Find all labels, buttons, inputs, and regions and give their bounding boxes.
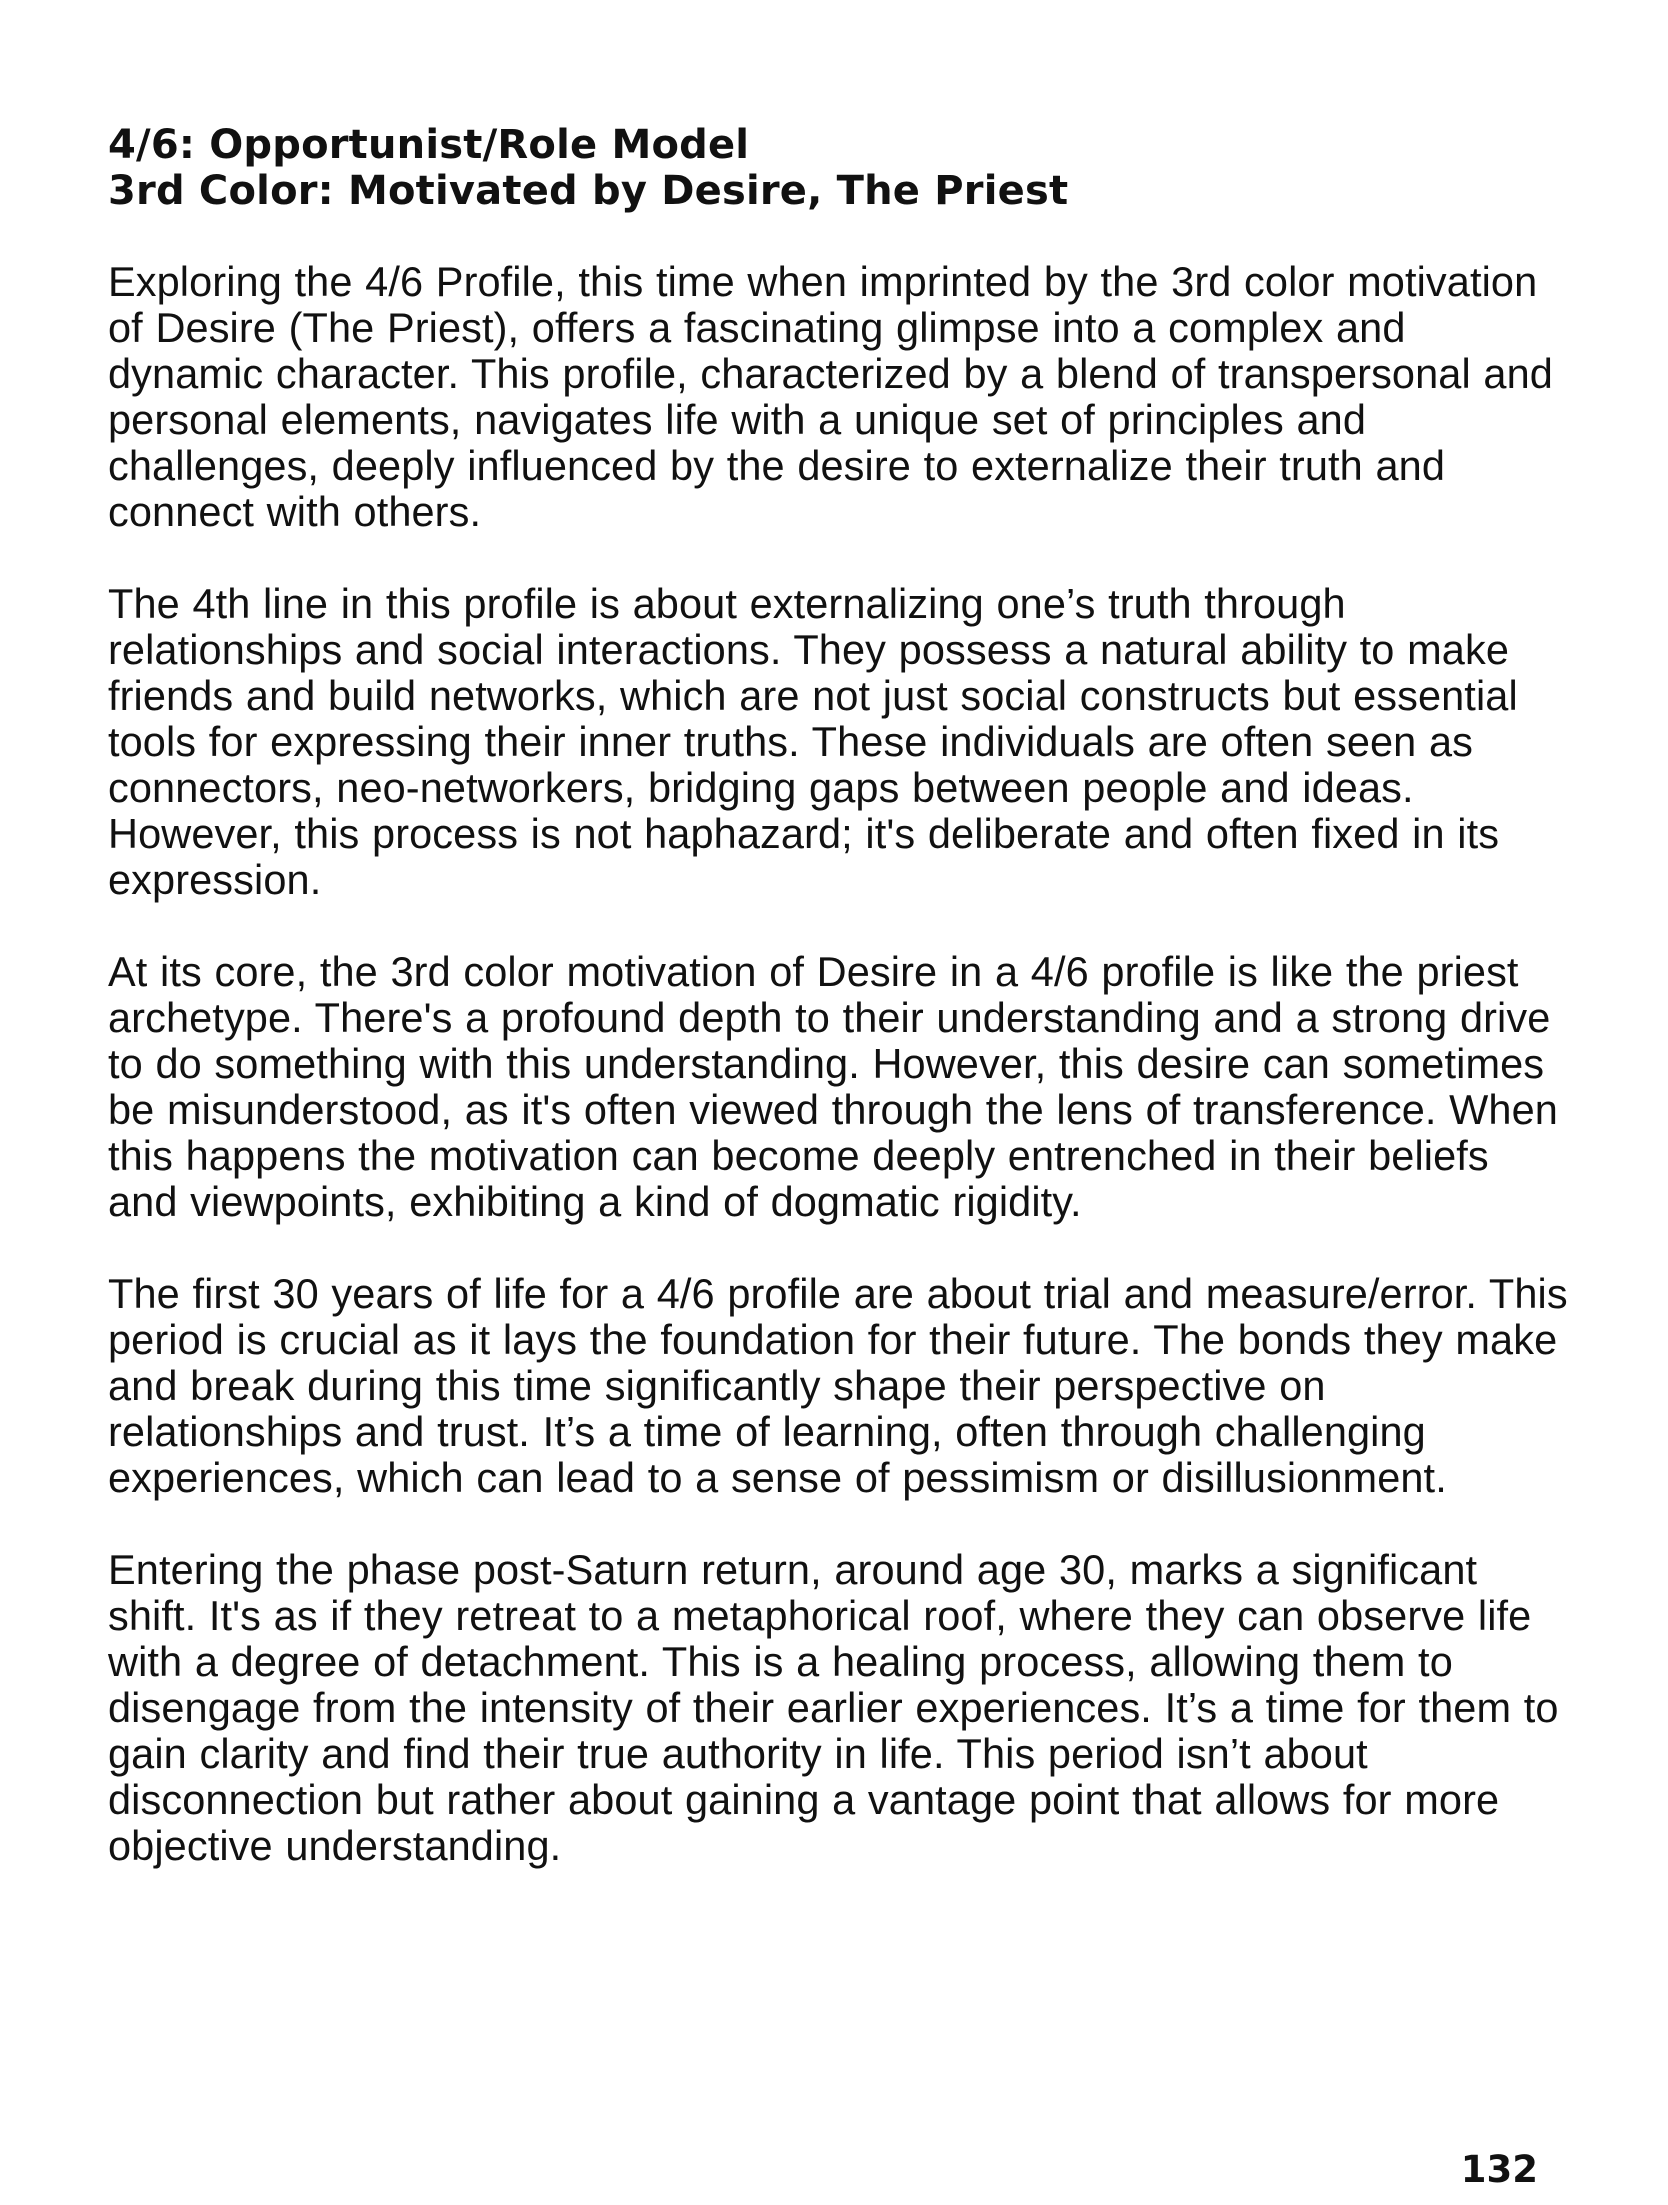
paragraph-3: At its core, the 3rd color motivation of Desire in a 4/6 profile is like the priest archetype. There's a profound depth to their understanding and a strong drive to do something with this understanding. However, this desire can sometimes be misunderstood, as it's often viewed through the lens of transference. When this happens the motivation can become deeply entrenched in their beliefs and viewpoints, exhibiting a kind of dogmatic rigidity. [108, 948, 1558, 1225]
paragraph-4: The first 30 years of life for a 4/6 profile are about trial and measure/error. This period is crucial as it lays the foundation for their future. The bonds they make and break during this time significantly shape their perspective on relationships and trust. It’s a time of learning, often through challenging experiences, which can lead to a sense of pessimism or disillusionment. [108, 1270, 1568, 1501]
heading-line-2: 3rd Color: Motivated by Desire, The Priest [108, 168, 1069, 214]
page-number: 132 [1460, 2148, 1538, 2191]
heading-line-1: 4/6: Opportunist/Role Model [108, 122, 750, 168]
paragraph-1: Exploring the 4/6 Profile, this time when imprinted by the 3rd color motivation of Desire (The Priest), offers a fascinating glimpse into a complex and dynamic character. This profile, characterized by a blend of transpersonal and personal elements, navigates life with a unique set of principles and challenges, deeply influenced by the desire to externalize their truth and connect with others. [108, 258, 1553, 535]
paragraph-5: Entering the phase post-Saturn return, around age 30, marks a significant shift. It's as if they retreat to a metaphorical roof, where they can observe life with a degree of detachment. This is a healing process, allowing them to disengage from the intensity of their earlier experiences. It’s a time for them to gain clarity and find their true authority in life. This period isn’t about disconnection but rather about gaining a vantage point that allows for more objective understanding. [108, 1546, 1559, 1869]
section-heading [108, 122, 1568, 214]
page-content [108, 122, 1568, 1915]
body-text [108, 259, 1568, 1869]
paragraph-2: The 4th line in this profile is about externalizing one’s truth through relationships and social interactions. They possess a natural ability to make friends and build networks, which are not just social constructs but essential tools for expressing their inner truths. These individuals are often seen as connectors, neo-networkers, bridging gaps between people and ideas. However, this process is not haphazard; it's deliberate and often fixed in its expression. [108, 580, 1518, 903]
